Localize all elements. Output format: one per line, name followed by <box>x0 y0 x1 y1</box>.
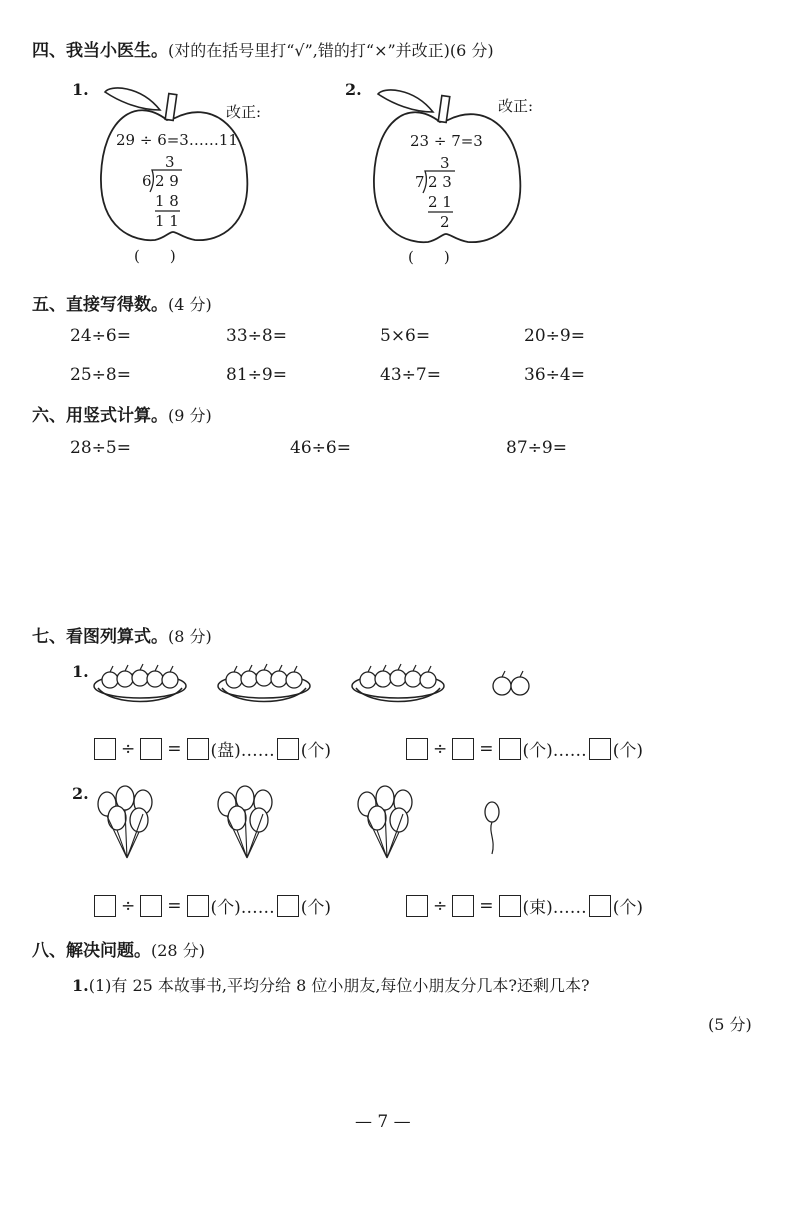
plate-of-apples-icon <box>92 660 192 710</box>
equals-sign: = <box>167 895 182 916</box>
answer-box[interactable] <box>277 895 299 917</box>
s4-item2-remainder: 2 <box>440 213 450 231</box>
s7-q1-left-expression <box>92 736 331 761</box>
s5-problem: 81÷9= <box>226 365 287 385</box>
section6-title <box>32 401 212 426</box>
s6-problem: 87÷9= <box>506 438 567 458</box>
s5-problem: 43÷7= <box>380 365 441 385</box>
divide-sign: ÷ <box>433 738 448 759</box>
s4-item2-product: 2 1 <box>428 193 452 211</box>
unit-label: (个)…… <box>522 741 587 761</box>
s4-item1-dividend: 2 9 <box>155 172 179 190</box>
s8-q1-line <box>72 973 590 996</box>
balloon-bunch-icon <box>355 786 425 862</box>
two-apples-icon <box>490 668 540 700</box>
section8-heading: 八、解决问题。 <box>32 941 151 961</box>
answer-box[interactable] <box>187 895 209 917</box>
answer-box[interactable] <box>140 738 162 760</box>
s4-item1-number: 1. <box>72 80 89 99</box>
answer-box[interactable] <box>589 738 611 760</box>
unit-label: (个) <box>612 741 644 761</box>
s8-q1-number: 1. <box>72 976 89 995</box>
s4-item2-answer-paren[interactable]: ( ) <box>408 248 450 266</box>
s5-problem: 36÷4= <box>524 365 585 385</box>
answer-box[interactable] <box>406 895 428 917</box>
single-balloon-icon <box>482 800 506 860</box>
equals-sign: = <box>167 738 182 759</box>
s8-q1-points: (5 分) <box>708 1015 752 1034</box>
section8-note: (28 分) <box>151 941 205 960</box>
s4-item2-correct-label: 改正: <box>498 97 534 115</box>
answer-box[interactable] <box>589 895 611 917</box>
s4-item2-bracket <box>421 169 461 219</box>
equals-sign: = <box>479 895 494 916</box>
section8-title <box>32 936 205 961</box>
s5-problem: 33÷8= <box>226 326 287 346</box>
answer-box[interactable] <box>499 738 521 760</box>
answer-box[interactable] <box>187 738 209 760</box>
s7-q2-right-expression <box>404 893 643 918</box>
answer-box[interactable] <box>140 895 162 917</box>
plate-of-apples-icon <box>216 660 316 710</box>
section6-heading: 六、用竖式计算。 <box>32 406 168 426</box>
unit-label: (个) <box>300 741 332 761</box>
s4-item1-bracket <box>148 168 188 218</box>
answer-box[interactable] <box>277 738 299 760</box>
s4-item2-equation: 23 ÷ 7=3 <box>410 132 483 150</box>
answer-box[interactable] <box>94 895 116 917</box>
s5-problem: 24÷6= <box>70 326 131 346</box>
plate-of-apples-icon <box>350 660 450 710</box>
s6-problem: 46÷6= <box>290 438 351 458</box>
section5-heading: 五、直接写得数。 <box>32 295 168 315</box>
s7-q1-number: 1. <box>72 662 89 681</box>
page-number: — 7 — <box>355 1112 411 1132</box>
s4-item2-divisor: 7 <box>415 173 425 191</box>
section4-note: (对的在括号里打“√”,错的打“×”并改正)(6 分) <box>168 41 494 60</box>
s4-item1-equation: 29 ÷ 6=3……11 <box>116 131 238 149</box>
answer-box[interactable] <box>452 895 474 917</box>
balloon-bunch-icon <box>215 786 285 862</box>
section7-heading: 七、看图列算式。 <box>32 627 168 647</box>
s4-item2-dividend: 2 3 <box>428 173 452 191</box>
stem-icon <box>438 96 450 123</box>
leaf-icon <box>105 88 160 110</box>
unit-label: (个) <box>612 898 644 918</box>
equals-sign: = <box>479 738 494 759</box>
s5-problem: 5×6= <box>380 326 431 346</box>
answer-box[interactable] <box>406 738 428 760</box>
s4-item1-answer-paren[interactable]: ( ) <box>134 247 176 265</box>
s6-problem: 28÷5= <box>70 438 131 458</box>
unit-label: (个)…… <box>210 898 275 918</box>
section4-heading: 四、我当小医生。 <box>32 41 168 61</box>
s4-item1-quotient: 3 <box>165 153 175 171</box>
s4-item1-divisor: 6 <box>142 172 152 190</box>
unit-label: (束)…… <box>522 898 587 918</box>
s7-q2-left-expression <box>92 893 331 918</box>
section7-note: (8 分) <box>168 627 212 646</box>
section5-note: (4 分) <box>168 295 212 314</box>
s4-item1-product: 1 8 <box>155 192 179 210</box>
s4-item1-correct-label: 改正: <box>226 103 262 121</box>
unit-label: (个) <box>300 898 332 918</box>
divide-sign: ÷ <box>433 895 448 916</box>
s5-problem: 20÷9= <box>524 326 585 346</box>
s5-problem: 25÷8= <box>70 365 131 385</box>
s7-q1-right-expression <box>404 736 643 761</box>
stem-icon <box>165 94 177 121</box>
divide-sign: ÷ <box>121 895 136 916</box>
balloon-bunch-icon <box>95 786 165 862</box>
section6-note: (9 分) <box>168 406 212 425</box>
s4-item2-quotient: 3 <box>440 154 450 172</box>
answer-box[interactable] <box>499 895 521 917</box>
s7-q2-number: 2. <box>72 784 89 803</box>
unit-label: (盘)…… <box>210 741 275 761</box>
section5-title <box>32 290 212 315</box>
s4-item2-number: 2. <box>345 80 362 99</box>
answer-box[interactable] <box>452 738 474 760</box>
answer-box[interactable] <box>94 738 116 760</box>
section7-title <box>32 622 212 647</box>
s4-item1-remainder: 1 1 <box>155 212 179 230</box>
divide-sign: ÷ <box>121 738 136 759</box>
s8-q1-text: (1)有 25 本故事书,平均分给 8 位小朋友,每位小朋友分几本?还剩几本? <box>88 976 590 995</box>
leaf-icon <box>378 90 433 112</box>
section4-title <box>32 36 494 61</box>
